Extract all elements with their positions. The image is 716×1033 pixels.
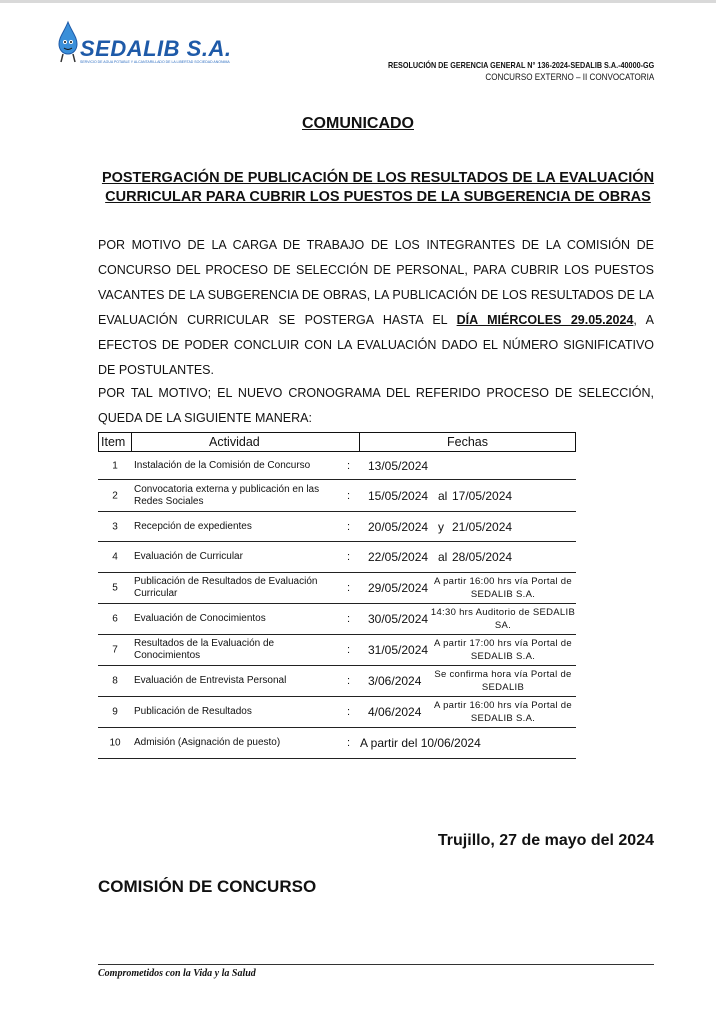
- table-row: [98, 512, 576, 542]
- water-drop-mascot-icon: [56, 20, 82, 64]
- row-activity: Evaluación de Conocimientos: [134, 613, 266, 624]
- row-number: 9: [112, 706, 118, 718]
- row-activity: Publicación de Resultados: [134, 706, 252, 717]
- row-date: 13/05/2024: [368, 458, 429, 473]
- paragraph-text: POR MOTIVO DE LA CARGA DE TRABAJO DE LOS INTEGRANTES DE LA COMISIÓN DE CONCURSO DEL PROCESO DE SELECCIÓN DE PERSONAL, PARA CUBRIR LOS PUESTOS VACANTES DE LA SUBGERENCIA DE OBRAS, LA PUBLICACIÓN DE LOS RESULTADOS DE LA EVALUACIÓN CURRICULAR SE POSTERGA HASTA EL: [98, 238, 654, 327]
- row-note: Se confirma hora vía Portal de SEDALIB: [434, 669, 572, 693]
- table-row: [98, 728, 576, 759]
- row-date-separator: al: [438, 550, 448, 564]
- table-row: [98, 635, 576, 666]
- resolution-number: RESOLUCIÓN DE GERENCIA GENERAL N° 136-2024-SEDALIB S.A.-40000-GG: [387, 60, 654, 70]
- paragraph-text: , A EFECTOS DE PODER CONCLUIR CON LA EVALUACIÓN DADO EL NÚMERO SIGNIFICATIVO DE POSTULANTES.: [98, 313, 654, 377]
- footer-slogan: Comprometidos con la Vida y la Salud: [98, 968, 256, 979]
- row-number: 2: [112, 490, 118, 501]
- row-number: 1: [112, 460, 118, 471]
- row-date: 29/05/2024: [368, 581, 429, 595]
- row-number: 8: [112, 675, 118, 687]
- row-note: A partir 16:00 hrs vía Portal de SEDALIB S.A.: [434, 700, 572, 724]
- header-dates: Fechas: [447, 435, 488, 449]
- row-date: 30/05/2024: [368, 612, 429, 626]
- row-note: A partir 17:00 hrs vía Portal de SEDALIB S.A.: [434, 638, 572, 662]
- table-row: [98, 542, 576, 573]
- row-date: 4/06/2024: [368, 705, 422, 719]
- column-divider: [131, 433, 132, 451]
- row-date: 31/05/2024: [368, 643, 429, 657]
- footer-divider: [98, 964, 654, 965]
- logo-tagline: SERVICIO DE AGUA POTABLE Y ALCANTARILLADO DE LA LIBERTAD SOCIEDAD ANONIMA: [80, 60, 230, 64]
- paragraph-schedule-intro: POR TAL MOTIVO; EL NUEVO CRONOGRAMA DEL REFERIDO PROCESO DE SELECCIÓN, QUEDA DE LA SIGUIENTE MANERA:: [98, 386, 654, 425]
- row-activity: Recepción de expedientes: [134, 520, 252, 532]
- schedule-rows: [98, 452, 576, 759]
- logo-text: SEDALIB S.A.: [80, 36, 232, 61]
- row-colon: :: [347, 582, 351, 594]
- header-activity: Actividad: [209, 435, 260, 449]
- row-colon: :: [347, 459, 351, 472]
- row-end-date: 17/05/2024: [452, 488, 513, 503]
- schedule-header-row: [98, 432, 576, 452]
- row-number: 4: [112, 551, 118, 563]
- row-activity: Resultados de la Evaluación de Conocimientos: [134, 638, 275, 661]
- table-row: [98, 697, 576, 728]
- contest-label: CONCURSO EXTERNO – II CONVOCATORIA: [485, 72, 654, 83]
- row-date-separator: y: [438, 519, 444, 534]
- row-note: 14:30 hrs Auditorio de SEDALIB SA.: [430, 607, 576, 631]
- row-colon: :: [347, 675, 351, 687]
- row-activity: Convocatoria externa y publicación en las Redes Sociales: [134, 483, 320, 507]
- row-number: 7: [112, 644, 118, 656]
- row-colon: :: [347, 520, 351, 533]
- resolution-block: [341, 60, 654, 83]
- document-title: COMUNICADO: [302, 115, 414, 132]
- column-divider: [359, 433, 360, 451]
- highlighted-date: DÍA MIÉRCOLES 29.05.2024: [456, 313, 634, 327]
- document-subtitle: POSTERGACIÓN DE PUBLICACIÓN DE LOS RESULTADOS DE LA EVALUACIÓN CURRICULAR PARA CUBRIR LOS PUESTOS DE LA SUBGERENCIA DE OBRAS: [101, 170, 655, 205]
- row-end-date: 21/05/2024: [452, 519, 513, 534]
- header-item: Item: [101, 435, 126, 449]
- row-date: 15/05/2024: [368, 488, 429, 503]
- top-border: [0, 0, 716, 3]
- row-date-separator: al: [438, 488, 448, 503]
- row-activity: Admisión (Asignación de puesto): [134, 737, 281, 748]
- row-activity: Evaluación de Entrevista Personal: [134, 675, 287, 686]
- table-row: [98, 573, 576, 604]
- row-date: 20/05/2024: [368, 519, 429, 534]
- row-date: 22/05/2024: [368, 550, 429, 564]
- place-date: Trujillo, 27 de mayo del 2024: [437, 832, 654, 849]
- table-row: [98, 480, 576, 512]
- row-colon: :: [347, 737, 351, 749]
- table-row: [98, 666, 576, 697]
- signature-commission: COMISIÓN DE CONCURSO: [98, 877, 317, 896]
- row-number: 10: [109, 737, 121, 749]
- row-number: 5: [112, 582, 118, 594]
- paragraph-postponement: [98, 233, 654, 383]
- table-row: [98, 452, 576, 480]
- row-date: 3/06/2024: [368, 674, 422, 688]
- table-row: [98, 604, 576, 635]
- row-end-date: 28/05/2024: [452, 550, 513, 564]
- row-colon: :: [347, 489, 351, 502]
- row-note: A partir 16:00 hrs vía Portal de SEDALIB S.A.: [434, 576, 572, 600]
- row-colon: :: [347, 706, 351, 718]
- row-number: 3: [112, 521, 118, 532]
- schedule-table: [98, 432, 576, 759]
- row-colon: :: [347, 551, 351, 563]
- row-colon: :: [347, 644, 351, 656]
- row-date-range: A partir del 10/06/2024: [360, 736, 481, 750]
- row-activity: Publicación de Resultados de Evaluación Curricular: [134, 576, 318, 599]
- row-number: 6: [112, 613, 118, 625]
- row-activity: Instalación de la Comisión de Concurso: [134, 459, 311, 471]
- company-logo: [56, 20, 236, 66]
- row-colon: :: [347, 613, 351, 625]
- row-activity: Evaluación de Curricular: [134, 551, 243, 562]
